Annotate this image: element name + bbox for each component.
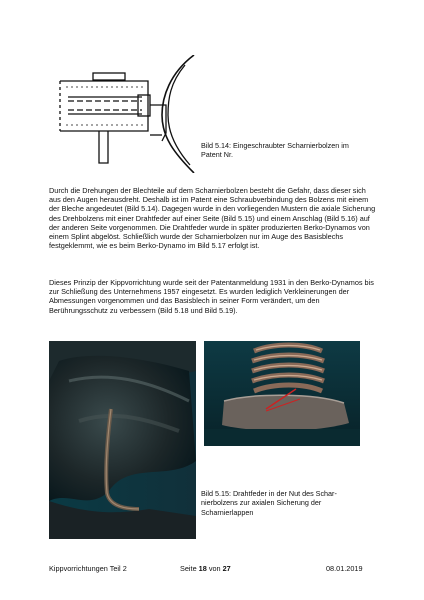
patent-drawing [44, 55, 196, 173]
figure-5-14-label: Bild 5.14: [201, 141, 231, 150]
photo-coil-spring [204, 341, 360, 446]
footer-page-number [180, 564, 231, 573]
footer-page-current: 18 [198, 564, 207, 573]
figure-5-14-text: Eingeschraubter Scharnierbolzen im Patent Nr. [201, 141, 349, 160]
body-paragraph-2: Dieses Prinzip der Kippvorrichtung wurde seit der Patentanmeldung 1931 in den Berko-Dynamos bis zur Schließung des Unternehmens 1957 eingesetzt. Es wurden lediglich Verkleinerungen der Abmessungen vorgenommen und das Basisblech in seiner Form verändert, um den Berührungsschutz zu verbessern (Bild 5.18 und Bild 5.19). [49, 278, 374, 315]
figure-5-15-text: Drahtfeder in der Nut des Scharnierbolzens zur axialen Sicherung der Scharnierlappen [201, 489, 337, 517]
figure-5-15-caption [201, 489, 356, 517]
footer-page-prefix: Seite [180, 564, 199, 573]
footer-title: Kippvorrichtungen Teil 2 [49, 564, 127, 573]
photo-wire-spring [49, 341, 196, 539]
footer-date: 08.01.2019 [326, 564, 363, 573]
figure-5-15-label: Bild 5.15: [201, 489, 231, 498]
footer-page-mid: von [206, 564, 223, 573]
footer-page-total: 27 [222, 564, 231, 573]
body-paragraph-1: Durch die Drehungen der Blechteile auf dem Scharnierbolzen besteht die Gefahr, dass dieser sich aus den Augen herausdreht. Deshalb ist im Patent eine Schraubverbindung des Bolzens mit einem der Bleche angedeutet (Bild 5.14). Dagegen wurde in den vorliegenden Mustern die axiale Sicherung des Drehbolzens mit einer Drahtfeder auf einer Seite (Bild 5.15) und einem Anschlag (Bild 5.16) auf der anderen Seite vorgenommen. Die Drahtfeder wurde in später produzierten Berko-Dynamos von einem Splint abgelöst. Schließlich wurde der Scharnierbolzen nur im Auge des Basisblechs festgeklemmt, wie es beim Berko-Dynamo im Bild 5.17 erfolgt ist. [49, 186, 376, 251]
figure-5-14-caption [201, 141, 351, 160]
